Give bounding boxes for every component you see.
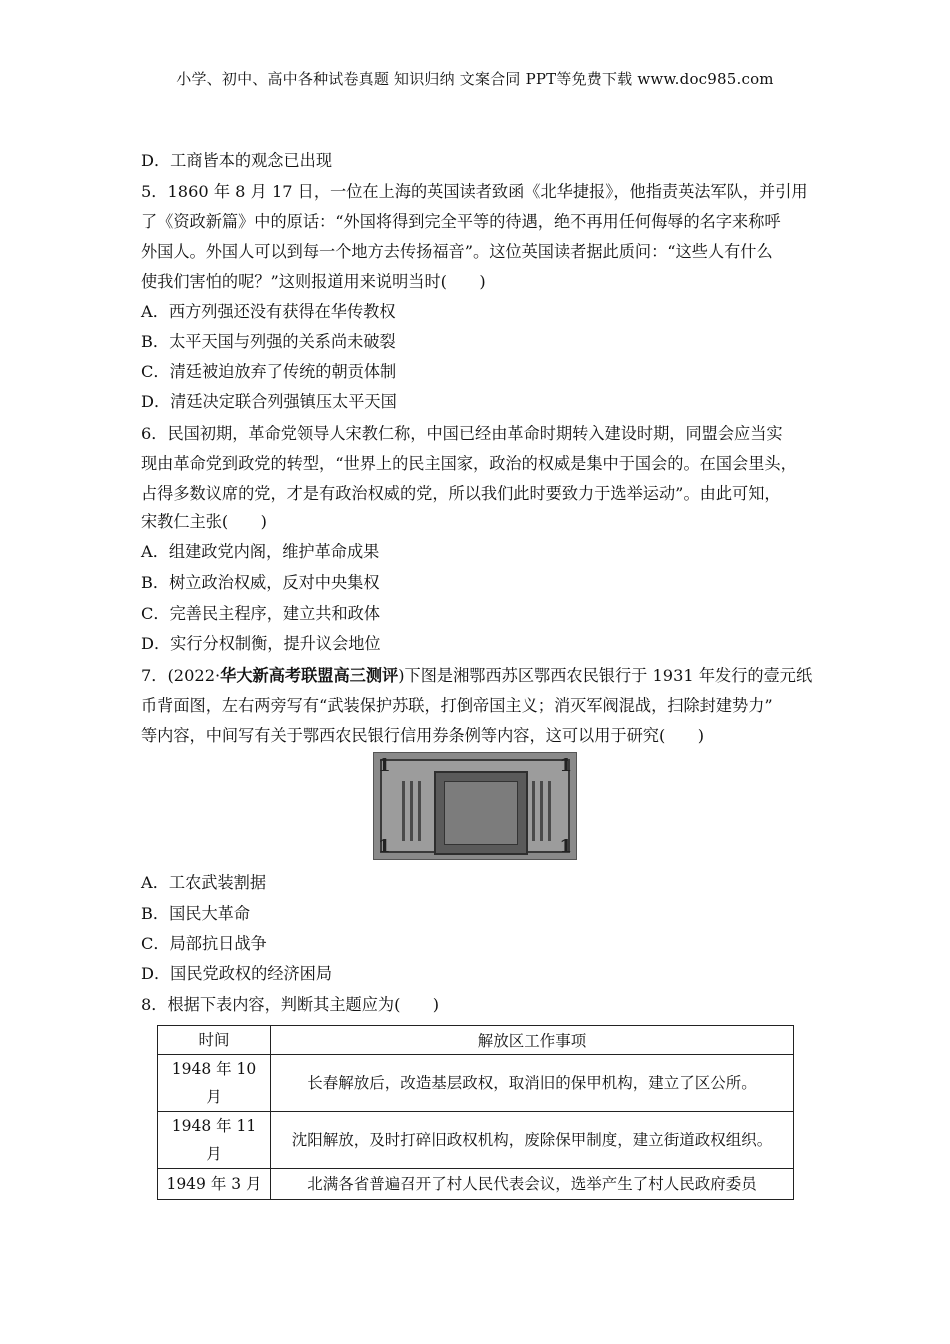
q5-option-b: B．太平天国与列强的关系尚未破裂 [141, 332, 396, 351]
q7-option-a: A．工农武装割据 [141, 873, 267, 892]
q5-option-c: C．清廷被迫放弃了传统的朝贡体制 [141, 362, 397, 381]
q5-option-a: A．西方列强还没有获得在华传教权 [141, 302, 396, 321]
banknote-denomination-bottom-right: 1 [559, 836, 572, 857]
q7-option-c: C．局部抗日战争 [141, 934, 267, 953]
q7-source: 华大新高考联盟高三测评 [220, 666, 399, 685]
banknote-border [380, 759, 570, 853]
page-header: 小学、初中、高中各种试卷真题 知识归纳 文案合同 PPT等免费下载 www.doc985.com [176, 70, 774, 88]
q7-prefix: 7．(2022· [141, 666, 221, 685]
table-header-date: 时间 [158, 1026, 271, 1055]
q8-table [157, 1025, 794, 1200]
q7-line1-rest: )下图是湘鄂西苏区鄂西农民银行于 1931 年发行的壹元纸 [398, 666, 813, 685]
q7-option-b: B．国民大革命 [141, 904, 251, 923]
q6-stem-line-1: 6．民国初期，革命党领导人宋教仁称，中国已经由革命时期转入建设时期，同盟会应当实 [141, 424, 783, 443]
table-row [158, 1169, 794, 1200]
banknote-text-column [418, 781, 421, 841]
banknote-text-column [532, 781, 535, 841]
table-header-event: 解放区工作事项 [271, 1026, 794, 1055]
q6-option-c: C．完善民主程序，建立共和政体 [141, 604, 381, 623]
banknote-denomination-bottom-left: 1 [378, 836, 391, 857]
table-cell-date: 1949 年 3 月 [158, 1169, 271, 1200]
banknote-image [373, 752, 577, 860]
q6-stem-line-3: 占得多数议席的党，才是有政治权威的党，所以我们此时要致力于选举运动”。由此可知， [141, 484, 781, 503]
q5-stem-line-3: 外国人。外国人可以到每一个地方去传扬福音”。这位英国读者据此质问：“这些人有什么 [141, 242, 773, 261]
q5-option-d: D．清廷决定联合列强镇压太平天国 [141, 392, 397, 411]
q8-stem: 8．根据下表内容，判断其主题应为( ) [141, 995, 440, 1014]
banknote-center-panel [434, 771, 528, 855]
table-row [158, 1112, 794, 1169]
table-cell-date: 1948 年 10 月 [158, 1055, 271, 1112]
q7-stem-line-2: 币背面图，左右两旁写有“武装保护苏联，打倒帝国主义；消灭军阀混战，扫除封建势力” [141, 696, 773, 715]
q5-stem-line-4: 使我们害怕的呢？”这则报道用来说明当时( ) [141, 272, 486, 291]
banknote-text-column [540, 781, 543, 841]
q7-option-d: D．国民党政权的经济困局 [141, 964, 333, 983]
table-cell-date: 1948 年 11 月 [158, 1112, 271, 1169]
banknote-text-column [402, 781, 405, 841]
q6-option-a: A．组建政党内阁，维护革命成果 [141, 542, 380, 561]
table-cell-event: 长春解放后，改造基层政权，取消旧的保甲机构，建立了区公所。 [271, 1055, 794, 1112]
q4-option-d: D．工商皆本的观念已出现 [141, 151, 333, 170]
banknote-denomination-top-left: 1 [378, 755, 391, 776]
q6-stem-line-4: 宋教仁主张( ) [141, 512, 267, 531]
banknote-seal [444, 781, 518, 845]
banknote-text-column [548, 781, 551, 841]
banknote-denomination-top-right: 1 [559, 755, 572, 776]
q5-stem-line-1: 5．1860 年 8 月 17 日，一位在上海的英国读者致函《北华捷报》，他指责英法军队，并引用 [141, 182, 808, 201]
table-header-row [158, 1026, 794, 1055]
table-cell-event: 北满各省普遍召开了村人民代表会议，选举产生了村人民政府委员 [271, 1169, 794, 1200]
q6-option-b: B．树立政治权威，反对中央集权 [141, 573, 380, 592]
q6-option-d: D．实行分权制衡，提升议会地位 [141, 634, 381, 653]
q6-stem-line-2: 现由革命党到政党的转型，“世界上的民主国家，政治的权威是集中于国会的。在国会里头， [141, 454, 797, 473]
table-cell-event: 沈阳解放，及时打碎旧政权机构，废除保甲制度，建立街道政权组织。 [271, 1112, 794, 1169]
q5-stem-line-2: 了《资政新篇》中的原话：“外国将得到完全平等的待遇，绝不再用任何侮辱的名字来称呼 [141, 212, 781, 231]
q7-stem-line-3: 等内容，中间写有关于鄂西农民银行信用券条例等内容，这可以用于研究( ) [141, 726, 705, 745]
q7-stem-line-1 [141, 666, 812, 686]
table-row [158, 1055, 794, 1112]
banknote-text-column [410, 781, 413, 841]
